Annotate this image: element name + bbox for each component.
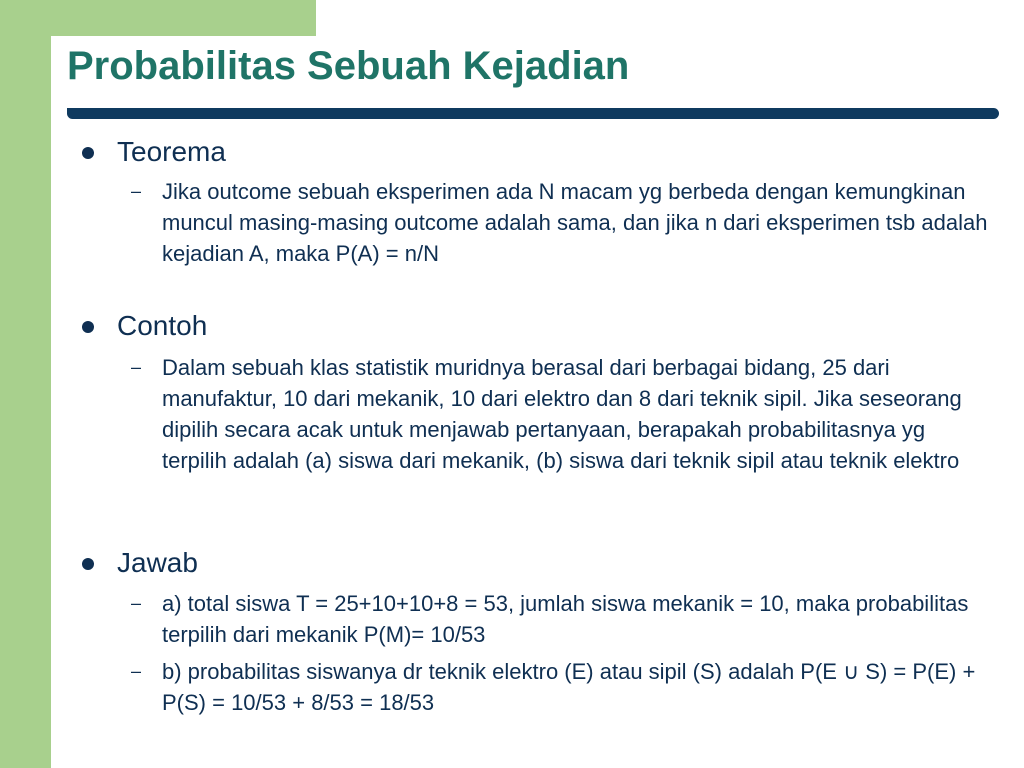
dash-marker: – bbox=[131, 357, 142, 377]
bullet-dot bbox=[82, 147, 94, 159]
jawab-item-b: b) probabilitas siswanya dr teknik elektro (E) atau sipil (S) adalah P(E ∪ S) = P(E) + P(S) = 10/53 + 8/53 = 18/53 bbox=[162, 659, 976, 715]
dash-marker: – bbox=[131, 661, 142, 681]
jawab-item-a: a) total siswa T = 25+10+10+8 = 53, jumlah siswa mekanik = 10, maka probabilitas terpilih dari mekanik P(M)= 10/53 bbox=[162, 591, 969, 647]
dash-marker: – bbox=[131, 181, 142, 201]
section-heading-jawab: Jawab bbox=[117, 547, 198, 578]
bullet-dot bbox=[82, 558, 94, 570]
section-heading-teorema: Teorema bbox=[117, 136, 226, 167]
section-heading-contoh: Contoh bbox=[117, 310, 208, 341]
slide-title: Probabilitas Sebuah Kejadian bbox=[67, 44, 630, 88]
dash-marker: – bbox=[131, 593, 142, 613]
bullet-dot bbox=[82, 321, 94, 333]
teorema-item: Jika outcome sebuah eksperimen ada N macam yg berbeda dengan kemungkinan muncul masing-masing outcome adalah sama, dan jika n dari eksperimen tsb adalah kejadian A, maka P(A) = n/N bbox=[162, 179, 988, 266]
contoh-item: Dalam sebuah klas statistik muridnya berasal dari berbagai bidang, 25 dari manufaktur, 10 dari mekanik, 10 dari elektro dan 8 dari teknik sipil. Jika seseorang dipilih secara acak untuk menjawab pertanyaan, berapakah probabilitasnya yg terpilih adalah (a) siswa dari mekanik, (b) siswa dari teknik sipil atau teknik elektro bbox=[162, 355, 962, 473]
